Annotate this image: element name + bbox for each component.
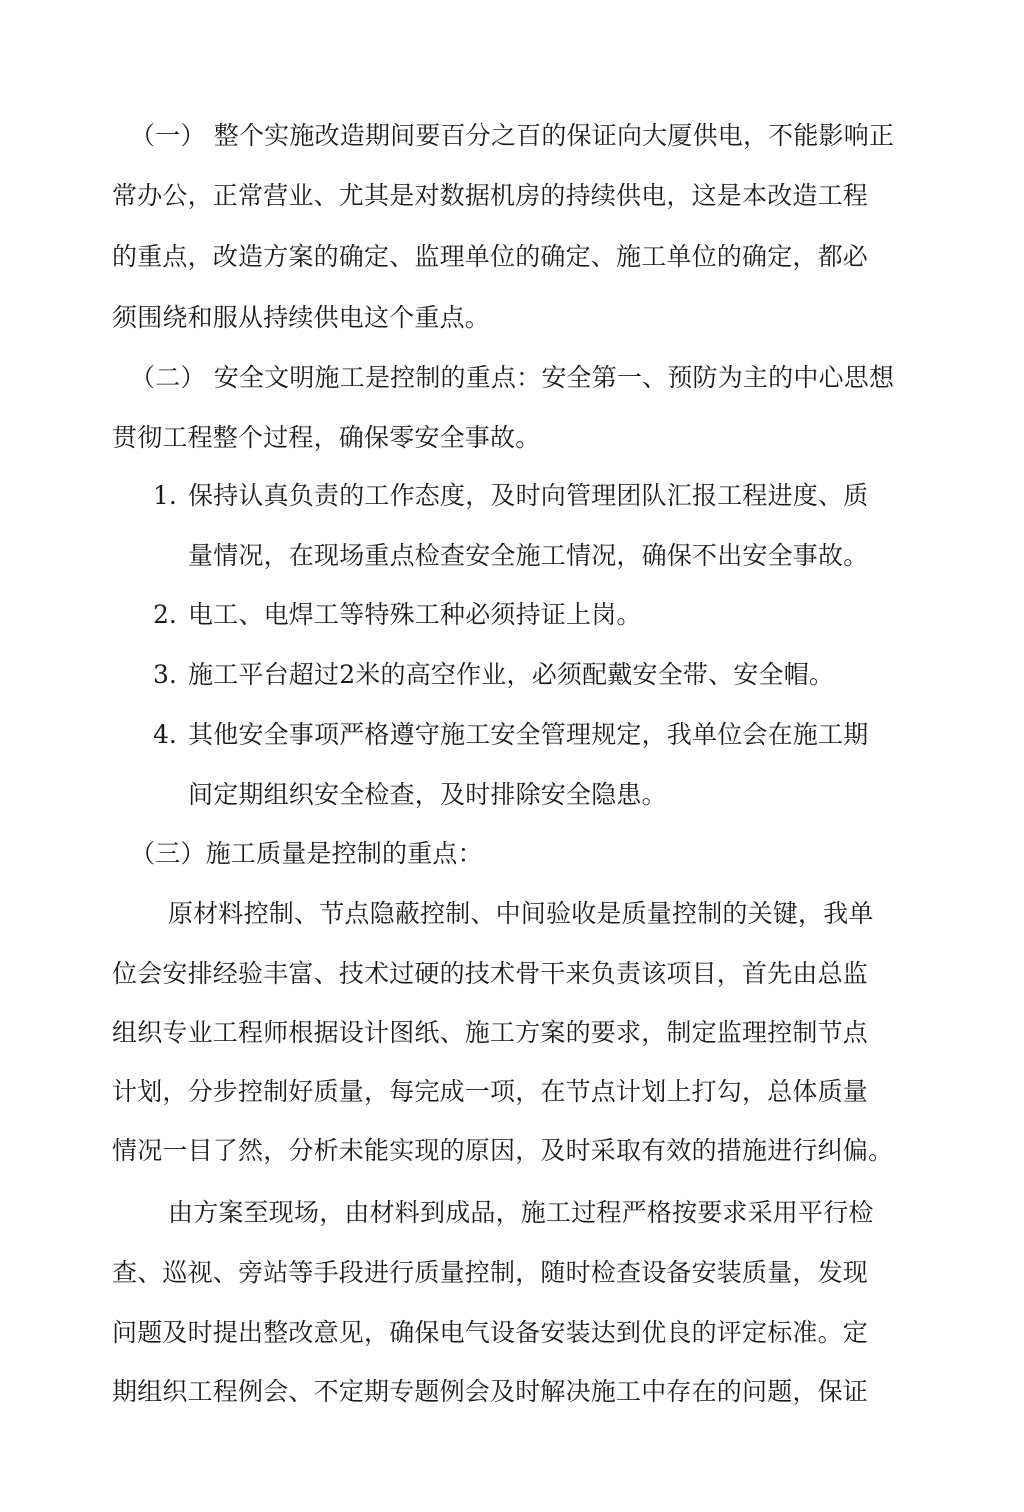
section2-line-1: （二） 安全文明施工是控制的重点：安全第一、预防为主的中心思想 bbox=[130, 363, 895, 392]
section3-p1-line-2: 位会安排经验丰富、技术过硬的技术骨干来负责该项目，首先由总监 bbox=[112, 959, 869, 988]
section1-line-3: 的重点，改造方案的确定、监理单位的确定、施工单位的确定，都必 bbox=[112, 242, 869, 271]
section1-line-2: 常办公，正常营业、尤其是对数据机房的持续供电，这是本改造工程 bbox=[112, 181, 869, 210]
list-item-1-number: 1. bbox=[153, 481, 177, 510]
section3-p2-line-4: 期组织工程例会、不定期专题例会及时解决施工中存在的问题，保证 bbox=[112, 1377, 869, 1406]
list-item-4-line-2: 间定期组织安全检查，及时排除安全隐患。 bbox=[188, 780, 667, 809]
list-item-1-line-1: 保持认真负责的工作态度，及时向管理团队汇报工程进度、质 bbox=[188, 481, 869, 510]
section3-heading: （三）施工质量是控制的重点： bbox=[130, 839, 483, 868]
list-item-4-line-1: 其他安全事项严格遵守施工安全管理规定，我单位会在施工期 bbox=[188, 720, 869, 749]
list-item-1-line-2: 量情况，在现场重点检查安全施工情况，确保不出安全事故。 bbox=[188, 541, 869, 570]
section3-p1-line-4: 计划，分步控制好质量，每完成一项，在节点计划上打勾，总体质量 bbox=[112, 1077, 869, 1106]
section3-p2-line-2: 查、巡视、旁站等手段进行质量控制，随时检查设备安装质量，发现 bbox=[112, 1258, 869, 1287]
list-item-2-line-1: 电工、电焊工等特殊工种必须持证上岗。 bbox=[188, 600, 642, 629]
section3-p1-line-5: 情况一目了然，分析未能实现的原因，及时采取有效的措施进行纠偏。 bbox=[112, 1136, 894, 1165]
section1-line-4: 须围绕和服从持续供电这个重点。 bbox=[112, 303, 491, 332]
section2-line-2: 贯彻工程整个过程，确保零安全事故。 bbox=[112, 423, 541, 452]
list-item-3-number: 3. bbox=[153, 660, 177, 689]
section3-p1-line-3: 组织专业工程师根据设计图纸、施工方案的要求，制定监理控制节点 bbox=[112, 1018, 869, 1047]
section3-p1-line-1: 原材料控制、节点隐蔽控制、中间验收是质量控制的关键，我单 bbox=[168, 899, 874, 928]
section1-line-1: （一） 整个实施改造期间要百分之百的保证向大厦供电，不能影响正 bbox=[130, 121, 895, 150]
list-item-4-number: 4. bbox=[153, 720, 177, 749]
section3-p2-line-1: 由方案至现场，由材料到成品，施工过程严格按要求采用平行检 bbox=[168, 1198, 874, 1227]
list-item-3-line-1: 施工平台超过2米的高空作业，必须配戴安全带、安全帽。 bbox=[188, 660, 835, 689]
section3-p2-line-3: 问题及时提出整改意见，确保电气设备安装达到优良的评定标准。定 bbox=[112, 1318, 869, 1347]
list-item-2-number: 2. bbox=[153, 600, 177, 629]
